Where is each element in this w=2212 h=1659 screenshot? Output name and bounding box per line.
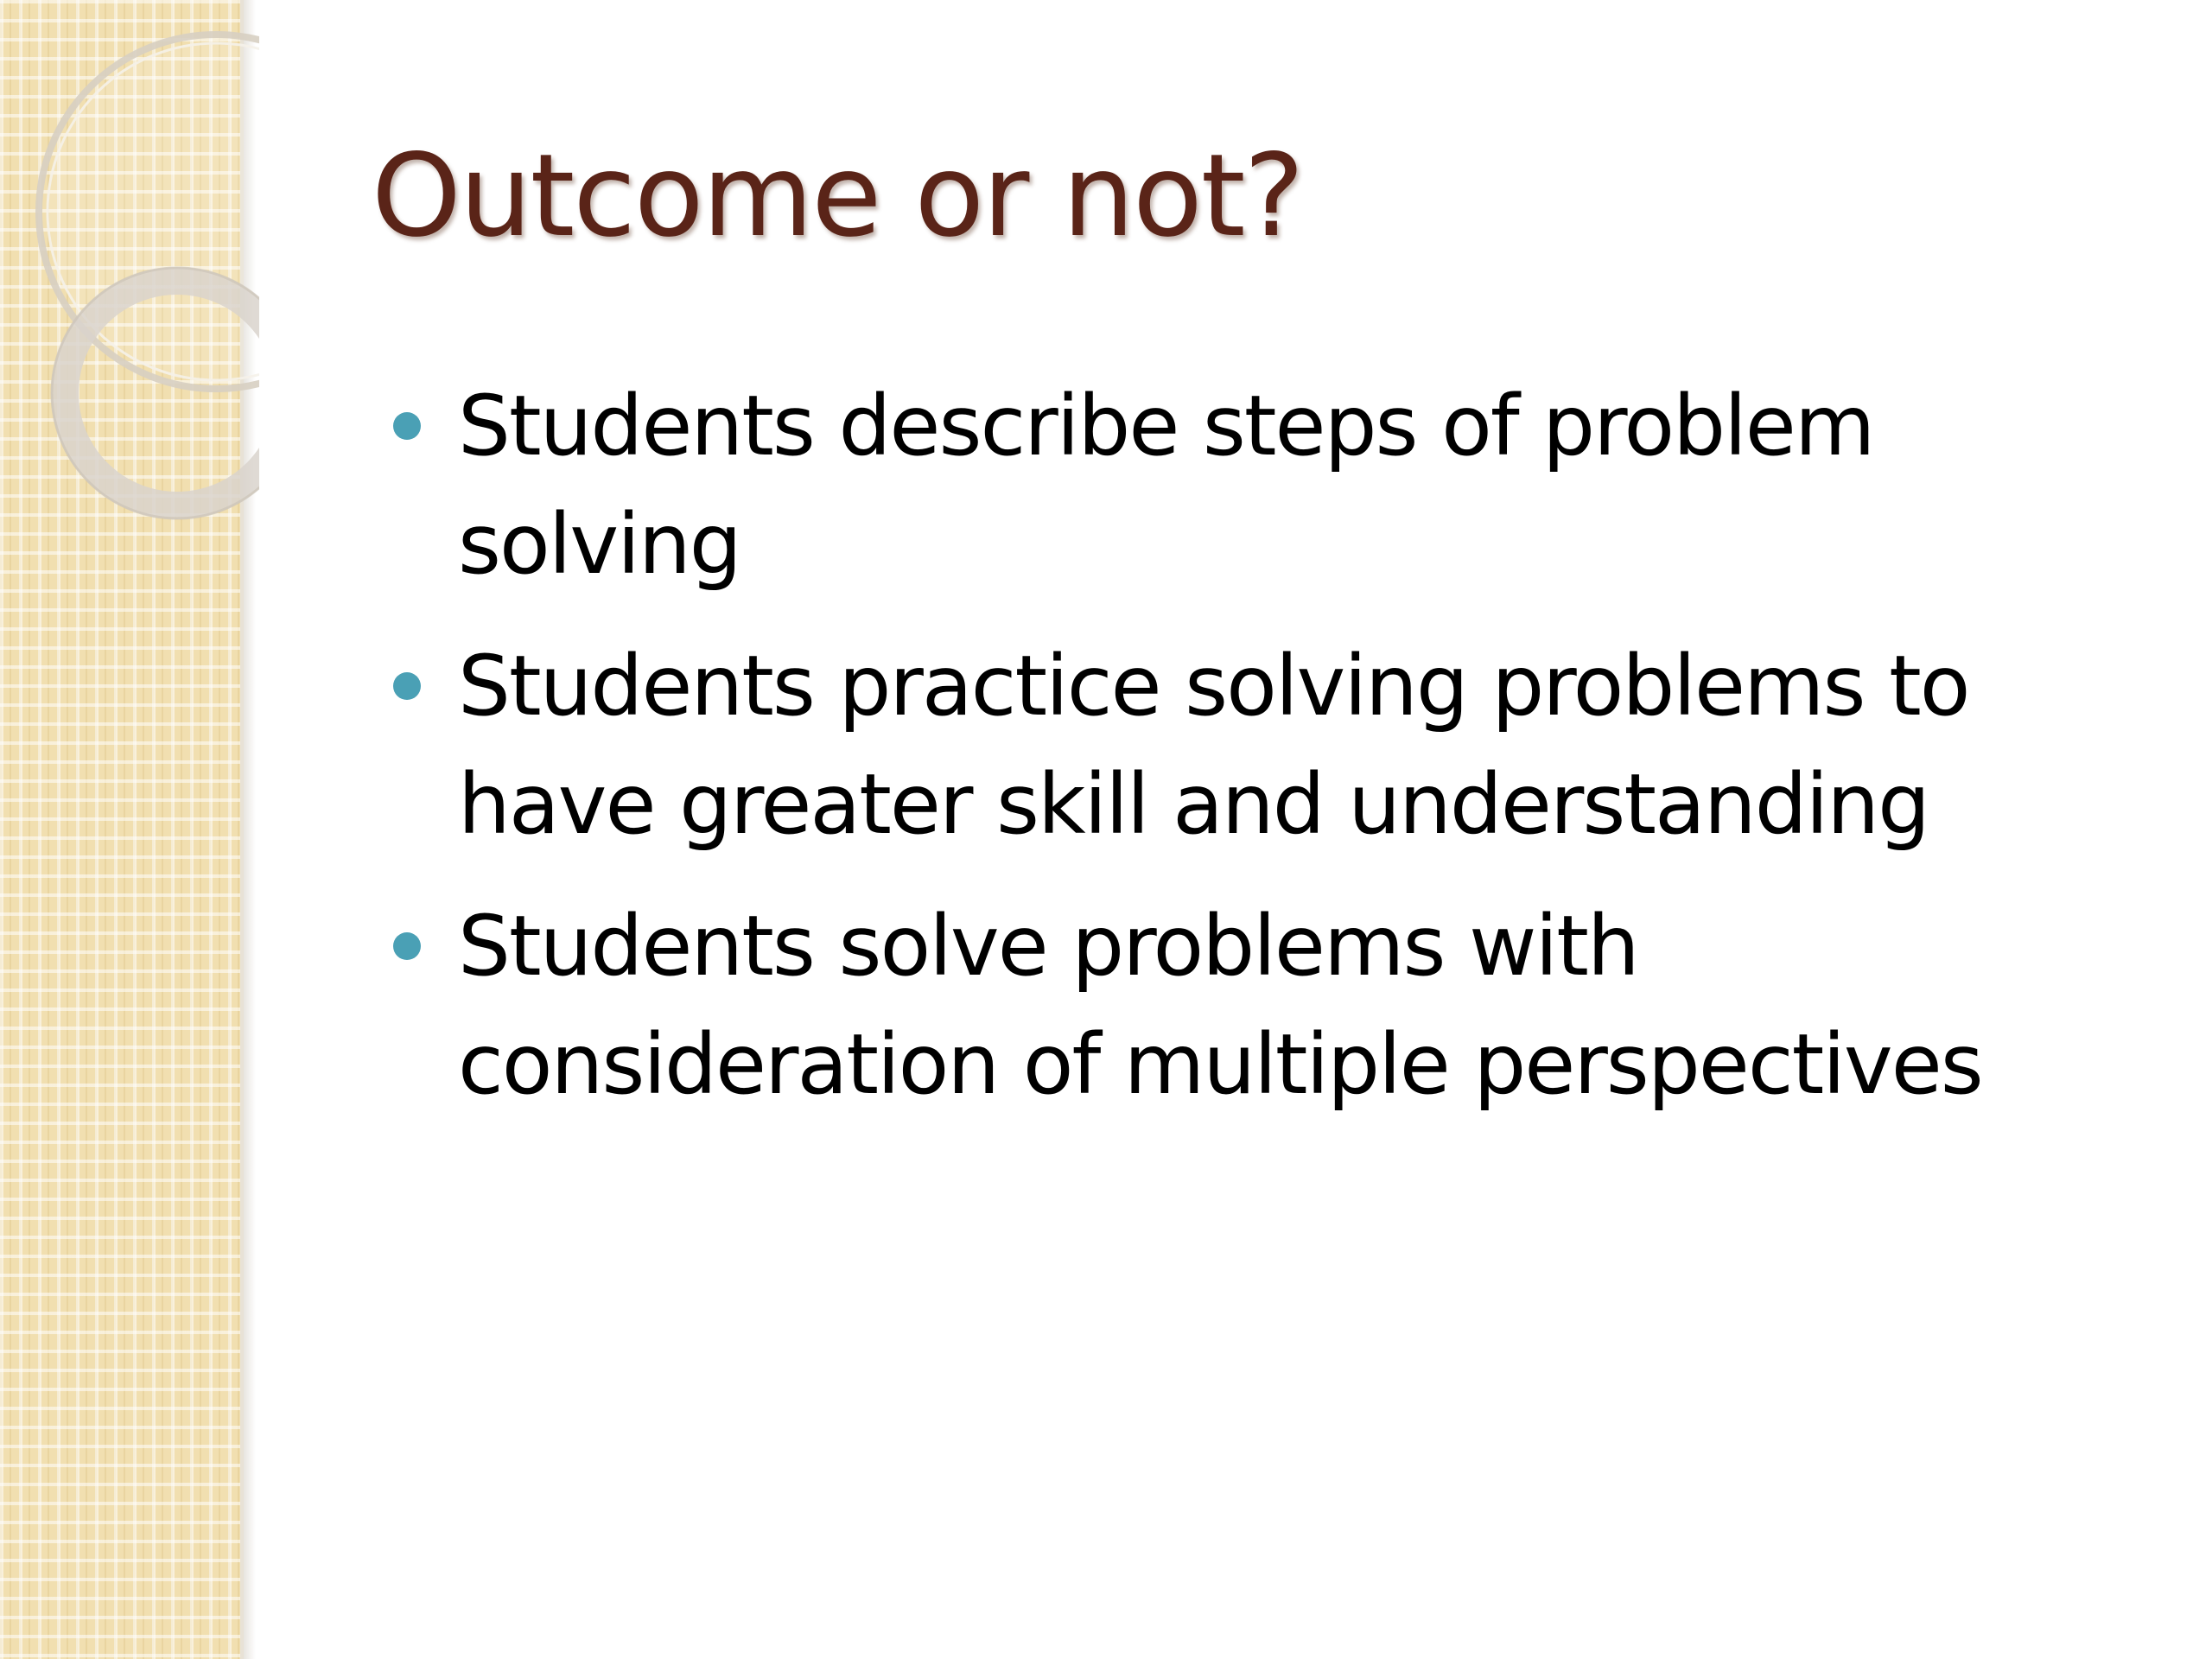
bullet-item [393, 627, 2087, 864]
ring-decoration-icon [0, 0, 259, 553]
bullet-item [393, 887, 2087, 1124]
bullet-text: Students solve problems with consideration of multiple perspectives [458, 898, 1982, 1113]
bullet-item [393, 367, 2087, 604]
bullet-dot-icon [393, 412, 421, 440]
bullet-text: Students describe steps of problem solving [458, 378, 1874, 593]
bullet-dot-icon [393, 672, 421, 700]
bullet-dot-icon [393, 932, 421, 960]
bullet-list [393, 367, 2087, 1147]
bullet-text: Students practice solving problems to have greater skill and understanding [458, 638, 1969, 853]
slide-title: Outcome or not? [372, 130, 1303, 263]
